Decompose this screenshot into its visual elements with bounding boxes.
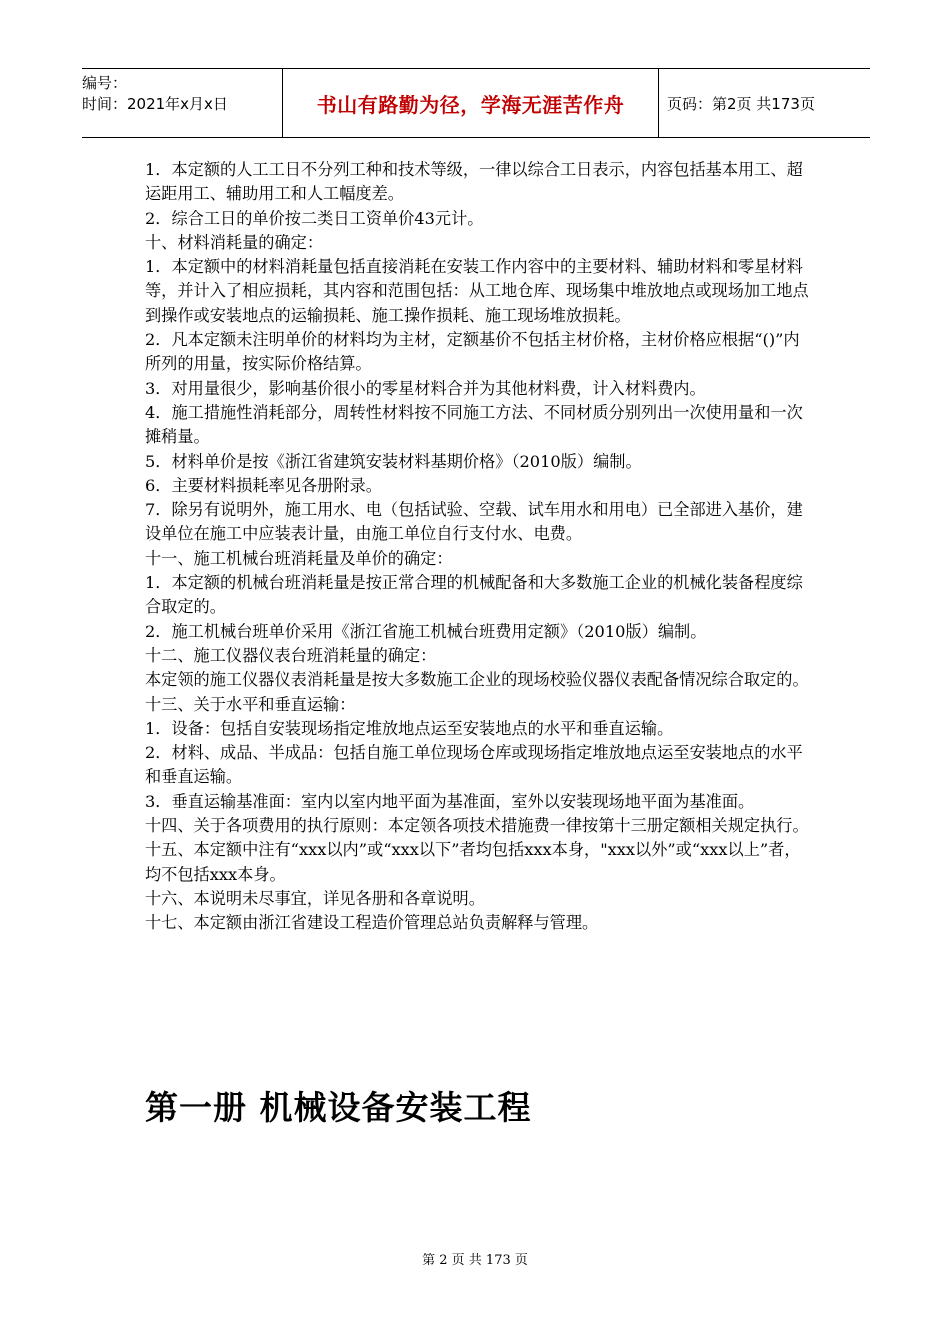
paragraph: 2．施工机械台班单价采用《浙江省施工机械台班费用定额》（2010版）编制。 bbox=[145, 621, 707, 641]
paragraph: 本定领的施工仪器仪表消耗量是按大多数施工企业的现场校验仪器仪表配备情况综合取定的。 bbox=[145, 670, 809, 690]
header-page-info: 页码：第2页 共173页 bbox=[667, 94, 815, 113]
paragraph: 3．垂直运输基准面：室内以室内地平面为基准面，室外以安装现场地平面为基准面。 bbox=[145, 791, 755, 811]
paragraph: 十四、关于各项费用的执行原则：本定领各项技术措施费一律按第十三册定额相关规定执行。 bbox=[145, 816, 809, 836]
page-footer: 第 2 页 共 173 页 bbox=[422, 1253, 528, 1268]
section-heading: 十三、关于水平和垂直运输： bbox=[145, 694, 356, 714]
section-heading: 十二、施工仪器仪表台班消耗量的确定： bbox=[145, 645, 437, 665]
paragraph: 6．主要材料损耗率见各册附录。 bbox=[145, 475, 382, 495]
paragraph: 2．凡本定额未注明单价的材料均为主材，定额基价不包括主材价格，主材价格应根据“()”内所列的用量，按实际价格结算。 bbox=[145, 330, 800, 374]
paragraph: 5．材料单价是按《浙江省建筑安装材料基期价格》（2010版）编制。 bbox=[145, 451, 642, 471]
paragraph: 4．施工措施性消耗部分，周转性材料按不同施工方法、不同材质分别列出一次使用量和一次摊稍量。 bbox=[145, 402, 803, 447]
paragraph: 2．材料、成品、半成品：包括自施工单位现场仓库或现场指定堆放地点运至安装地点的水平和垂直运输。 bbox=[145, 743, 803, 787]
header-motto: 书山有路勤为径，学海无涯苦作舟 bbox=[282, 69, 659, 137]
paragraph: 1．本定额的人工工日不分列工种和技术等级，一律以综合工日表示，内容包括基本用工、超运距用工、辅助用工和人工幅度差。 bbox=[145, 160, 803, 204]
paragraph: 1．本定额的机械台班消耗量是按正常合理的机械配备和大多数施工企业的机械化装备程度综合取定的。 bbox=[145, 573, 803, 617]
chapter-title: 第一册 机械设备安装工程 bbox=[145, 1088, 532, 1127]
paragraph: 2．综合工日的单价按二类日工资单价43元计。 bbox=[145, 208, 484, 228]
paragraph: 十五、本定额中注有“xxx以内”或“xxx以下”者均包括xxx本身，"xxx以外”或“xxx以上”者，均不包括xxx本身。 bbox=[145, 840, 801, 884]
paragraph: 7．除另有说明外，施工用水、电（包括试验、空载、试车用水和用电）已全部进入基价，建设单位在施工中应装表计量，由施工单位自行支付水、电费。 bbox=[145, 500, 803, 544]
document-date: 时间：2021年x月x日 bbox=[82, 95, 228, 113]
paragraph: 1．本定额中的材料消耗量包括直接消耗在安装工作内容中的主要材料、辅助材料和零星材料等，并计入了相应损耗，其内容和范围包括：从工地仓库、现场集中堆放地点或现场加工地点到操作或安装地点的运输损耗、施工操作损耗、施工现场堆放损耗。 bbox=[145, 257, 809, 325]
header-meta bbox=[82, 69, 282, 137]
section-heading: 十、材料消耗量的确定： bbox=[145, 232, 324, 252]
paragraph: 3．对用量很少，影响基价很小的零星材料合并为其他材料费，计入材料费内。 bbox=[145, 378, 706, 398]
page-header bbox=[82, 68, 870, 138]
body-text bbox=[145, 158, 810, 936]
document-number-label: 编号： bbox=[82, 74, 128, 92]
paragraph: 十六、本说明未尽事宜，详见各册和各章说明。 bbox=[145, 888, 485, 908]
paragraph: 1．设备：包括自安装现场指定堆放地点运至安装地点的水平和垂直运输。 bbox=[145, 718, 674, 738]
paragraph: 十七、本定额由浙江省建设工程造价管理总站负责解释与管理。 bbox=[145, 913, 599, 933]
section-heading: 十一、施工机械台班消耗量及单价的确定： bbox=[145, 548, 453, 568]
